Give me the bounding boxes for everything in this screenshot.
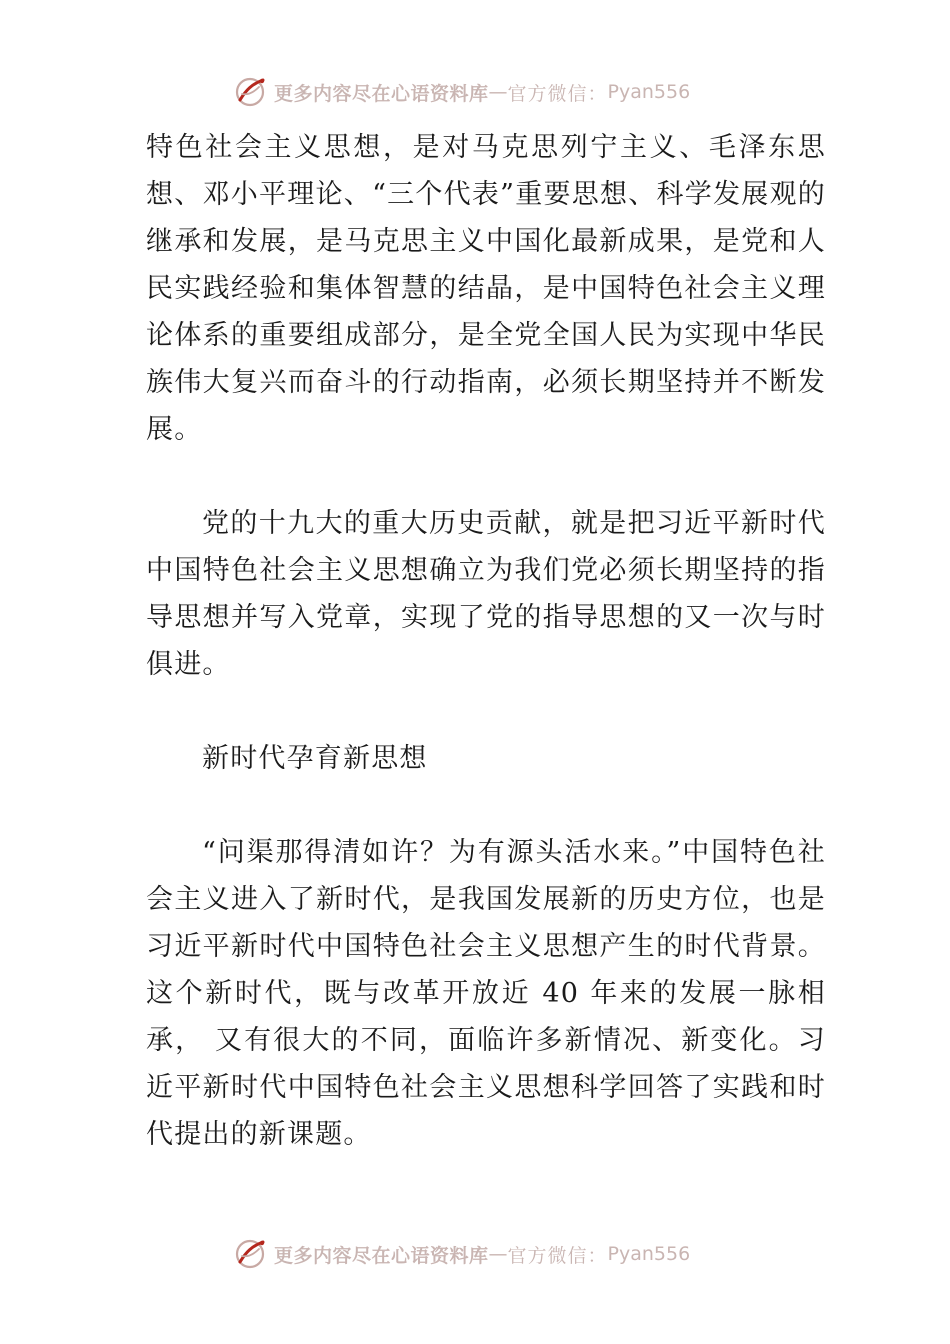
- paragraph-spacer: [146, 453, 826, 500]
- banner-wechat-label: 官方微信：: [507, 1244, 608, 1267]
- banner-separator: —: [488, 81, 508, 103]
- paragraph-contribution: 党的十九大的重大历史贡献，就是把习近平新时代中国特色社会主义思想确立为我们党必须长期坚持的指导思想并写入党章，实现了党的指导思想的又一次与时俱进。: [146, 508, 826, 680]
- banner-brand-text: 更多内容尽在心语资料库: [274, 1244, 489, 1267]
- header-banner: [232, 74, 690, 110]
- brand-logo-icon: [232, 74, 268, 110]
- paragraph-spacer: [146, 782, 826, 829]
- document-body: [146, 124, 826, 1158]
- paragraph-continuation: 特色社会主义思想，是对马克思列宁主义、毛泽东思想、邓小平理论、“三个代表”重要思想、科学发展观的继承和发展，是马克思主义中国化最新成果，是党和人民实践经验和集体智慧的结晶，是中国特色社会主义理论体系的重要组成部分，是全党全国人民为实现中华民族伟大复兴而奋斗的行动指南，必须长期坚持并不断发展。: [146, 132, 826, 445]
- banner-brand-text: 更多内容尽在心语资料库: [274, 82, 489, 105]
- footer-banner: [232, 1236, 690, 1272]
- paragraph-spacer: [146, 688, 826, 735]
- banner-wechat-id: Pyan556: [607, 81, 691, 103]
- section-heading: 新时代孕育新思想: [202, 743, 428, 774]
- banner-wechat-label: 官方微信：: [507, 82, 608, 105]
- brand-logo-icon: [232, 1236, 268, 1272]
- banner-wechat-id: Pyan556: [607, 1243, 691, 1265]
- paragraph-new-era: “问渠那得清如许？为有源头活水来。”中国特色社会主义进入了新时代，是我国发展新的历史方位，也是习近平新时代中国特色社会主义思想产生的时代背景。这个新时代，既与改革开放近 40 年来的发展一脉相承， 又有很大的不同，面临许多新情况、新变化。习近平新时代中国特色社会主义思想科学回答了实践和时代提出的新课题。: [146, 837, 826, 1150]
- banner-separator: —: [488, 1243, 508, 1265]
